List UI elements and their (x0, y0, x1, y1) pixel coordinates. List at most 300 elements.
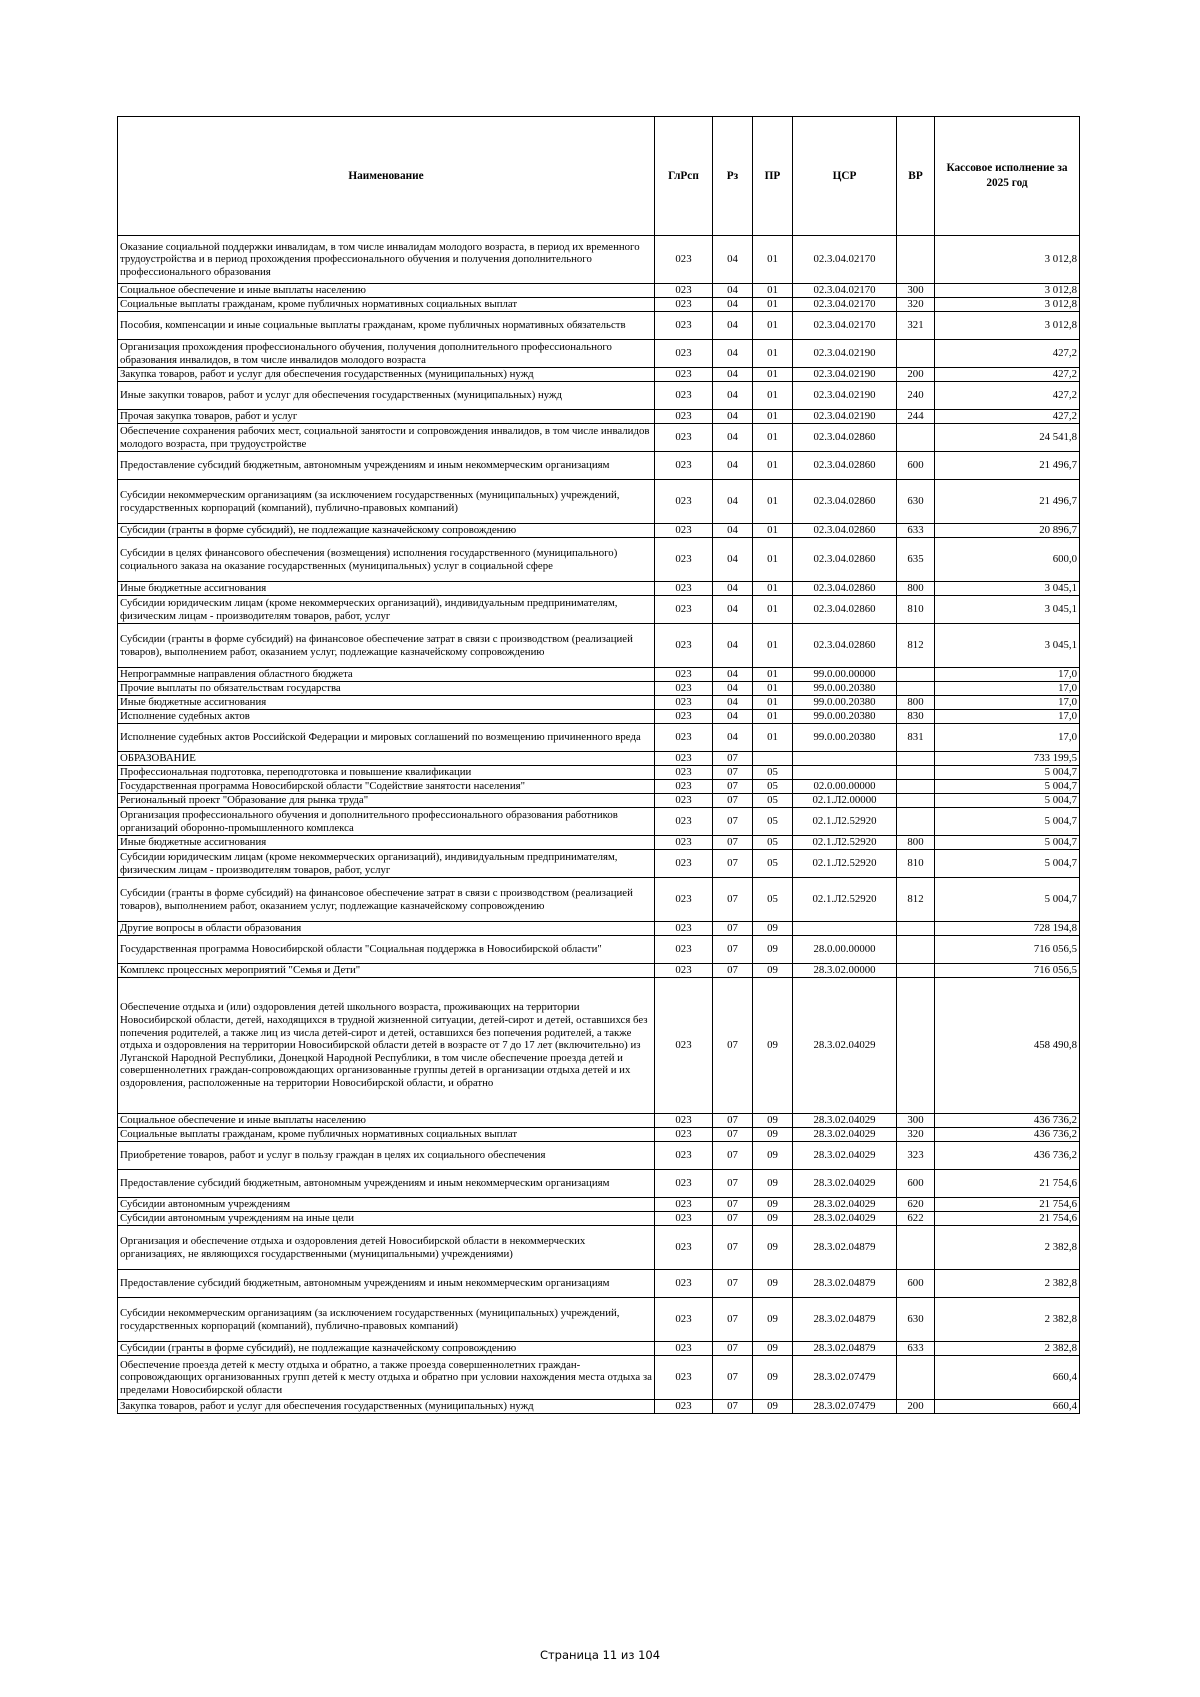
row-amount: 24 541,8 (935, 424, 1080, 452)
row-glrsp: 023 (655, 752, 713, 766)
row-rz: 04 (713, 596, 753, 624)
row-pr: 01 (753, 452, 793, 480)
row-name: Комплекс процессных мероприятий "Семья и Дети" (118, 964, 655, 978)
row-amount: 3 012,8 (935, 312, 1080, 340)
row-pr: 01 (753, 480, 793, 524)
row-vr (897, 682, 935, 696)
row-name: Субсидии автономным учреждениям на иные цели (118, 1212, 655, 1226)
table-row (118, 236, 1080, 284)
row-vr: 240 (897, 382, 935, 410)
row-rz: 04 (713, 668, 753, 682)
row-glrsp: 023 (655, 1170, 713, 1198)
table-row (118, 624, 1080, 668)
row-name: Субсидии (гранты в форме субсидий) на финансовое обеспечение затрат в связи с производством (реализацией товаров), выполнением работ, оказанием услуг, подлежащие казначейскому сопровождению (118, 878, 655, 922)
table-row (118, 1342, 1080, 1356)
row-vr (897, 236, 935, 284)
row-pr: 01 (753, 596, 793, 624)
row-name: Организация и обеспечение отдыха и оздоровления детей Новосибирской области в некоммерческих организациях, не являющихся государственными (муниципальными) учреждениями) (118, 1226, 655, 1270)
row-glrsp: 023 (655, 340, 713, 368)
table-row (118, 340, 1080, 368)
row-glrsp: 023 (655, 978, 713, 1114)
row-glrsp: 023 (655, 794, 713, 808)
table-row (118, 1400, 1080, 1414)
row-csr: 28.3.02.07479 (793, 1356, 897, 1400)
row-pr: 09 (753, 1226, 793, 1270)
row-vr: 633 (897, 524, 935, 538)
table-row (118, 1198, 1080, 1212)
row-pr: 09 (753, 964, 793, 978)
row-rz: 07 (713, 752, 753, 766)
row-amount: 427,2 (935, 382, 1080, 410)
row-rz: 04 (713, 284, 753, 298)
table-row (118, 936, 1080, 964)
row-vr: 320 (897, 1128, 935, 1142)
row-csr: 28.3.02.00000 (793, 964, 897, 978)
row-name: Прочая закупка товаров, работ и услуг (118, 410, 655, 424)
row-rz: 04 (713, 710, 753, 724)
header-rz: Рз (713, 117, 753, 236)
row-glrsp: 023 (655, 368, 713, 382)
row-pr: 09 (753, 1142, 793, 1170)
row-name: Субсидии некоммерческим организациям (за исключением государственных (муниципальных) учреждений, государственных корпораций (компаний), публично-правовых компаний) (118, 1298, 655, 1342)
row-pr: 01 (753, 368, 793, 382)
row-vr (897, 668, 935, 682)
row-glrsp: 023 (655, 1356, 713, 1400)
row-name: Социальное обеспечение и иные выплаты населению (118, 284, 655, 298)
row-amount: 733 199,5 (935, 752, 1080, 766)
row-amount: 21 754,6 (935, 1212, 1080, 1226)
row-rz: 07 (713, 1270, 753, 1298)
row-csr (793, 766, 897, 780)
row-amount: 3 045,1 (935, 582, 1080, 596)
row-name: Профессиональная подготовка, переподготовка и повышение квалификации (118, 766, 655, 780)
row-vr: 600 (897, 1270, 935, 1298)
table-row (118, 836, 1080, 850)
row-rz: 04 (713, 480, 753, 524)
row-glrsp: 023 (655, 1212, 713, 1226)
row-csr: 02.3.04.02860 (793, 538, 897, 582)
row-glrsp: 023 (655, 480, 713, 524)
row-pr: 05 (753, 878, 793, 922)
row-csr: 02.3.04.02860 (793, 452, 897, 480)
row-glrsp: 023 (655, 298, 713, 312)
row-pr: 09 (753, 1212, 793, 1226)
row-amount: 5 004,7 (935, 850, 1080, 878)
row-vr: 622 (897, 1212, 935, 1226)
row-csr: 28.3.02.04879 (793, 1226, 897, 1270)
row-glrsp: 023 (655, 284, 713, 298)
row-amount: 21 496,7 (935, 480, 1080, 524)
row-rz: 04 (713, 682, 753, 696)
row-pr: 01 (753, 298, 793, 312)
row-rz: 04 (713, 298, 753, 312)
table-row (118, 1356, 1080, 1400)
row-glrsp: 023 (655, 382, 713, 410)
row-csr: 02.1.Л2.00000 (793, 794, 897, 808)
row-glrsp: 023 (655, 1270, 713, 1298)
row-vr (897, 340, 935, 368)
row-csr: 02.1.Л2.52920 (793, 850, 897, 878)
row-rz: 07 (713, 1212, 753, 1226)
row-rz: 07 (713, 964, 753, 978)
row-glrsp: 023 (655, 878, 713, 922)
table-row (118, 538, 1080, 582)
table-row (118, 878, 1080, 922)
table-row (118, 978, 1080, 1114)
row-rz: 04 (713, 340, 753, 368)
row-glrsp: 023 (655, 836, 713, 850)
row-amount: 3 012,8 (935, 284, 1080, 298)
row-csr: 02.3.04.02860 (793, 596, 897, 624)
table-row (118, 596, 1080, 624)
row-rz: 07 (713, 922, 753, 936)
row-rz: 07 (713, 978, 753, 1114)
row-name: Исполнение судебных актов (118, 710, 655, 724)
row-csr: 02.3.04.02170 (793, 298, 897, 312)
row-name: Государственная программа Новосибирской области "Социальная поддержка в Новосибирской области" (118, 936, 655, 964)
table-row (118, 1114, 1080, 1128)
row-glrsp: 023 (655, 1198, 713, 1212)
row-vr: 320 (897, 298, 935, 312)
row-vr: 630 (897, 1298, 935, 1342)
row-rz: 07 (713, 780, 753, 794)
row-pr: 01 (753, 236, 793, 284)
row-glrsp: 023 (655, 236, 713, 284)
row-csr: 02.3.04.02860 (793, 582, 897, 596)
row-vr: 321 (897, 312, 935, 340)
row-name: Субсидии (гранты в форме субсидий), не подлежащие казначейскому сопровождению (118, 524, 655, 538)
row-glrsp: 023 (655, 312, 713, 340)
table-row (118, 424, 1080, 452)
row-csr: 02.3.04.02860 (793, 524, 897, 538)
row-vr (897, 780, 935, 794)
row-csr: 02.3.04.02860 (793, 624, 897, 668)
row-csr (793, 922, 897, 936)
row-pr: 05 (753, 808, 793, 836)
row-name: ОБРАЗОВАНИЕ (118, 752, 655, 766)
row-amount: 5 004,7 (935, 794, 1080, 808)
row-vr: 800 (897, 836, 935, 850)
row-vr: 600 (897, 1170, 935, 1198)
row-name: Социальные выплаты гражданам, кроме публичных нормативных социальных выплат (118, 1128, 655, 1142)
row-rz: 07 (713, 878, 753, 922)
row-rz: 04 (713, 724, 753, 752)
row-csr: 28.3.02.04879 (793, 1270, 897, 1298)
row-vr: 300 (897, 1114, 935, 1128)
row-glrsp: 023 (655, 922, 713, 936)
row-pr (753, 752, 793, 766)
row-rz: 04 (713, 624, 753, 668)
row-amount: 2 382,8 (935, 1270, 1080, 1298)
row-vr (897, 1356, 935, 1400)
row-pr: 01 (753, 682, 793, 696)
row-glrsp: 023 (655, 452, 713, 480)
row-rz: 07 (713, 1170, 753, 1198)
row-name: Субсидии юридическим лицам (кроме некоммерческих организаций), индивидуальным предпринимателям, физическим лицам - производителям товаров, работ, услуг (118, 596, 655, 624)
row-csr: 02.3.04.02860 (793, 424, 897, 452)
table-row (118, 1128, 1080, 1142)
row-rz: 07 (713, 766, 753, 780)
row-pr: 01 (753, 382, 793, 410)
row-glrsp: 023 (655, 538, 713, 582)
row-csr: 99.0.00.20380 (793, 710, 897, 724)
row-vr (897, 1226, 935, 1270)
row-amount: 17,0 (935, 682, 1080, 696)
row-name: Предоставление субсидий бюджетным, автономным учреждениям и иным некоммерческим организациям (118, 1170, 655, 1198)
row-pr: 05 (753, 794, 793, 808)
row-csr: 28.3.02.04029 (793, 1212, 897, 1226)
row-name: Субсидии юридическим лицам (кроме некоммерческих организаций), индивидуальным предпринимателям, физическим лицам - производителям товаров, работ, услуг (118, 850, 655, 878)
row-amount: 3 012,8 (935, 298, 1080, 312)
row-rz: 07 (713, 1400, 753, 1414)
row-amount: 5 004,7 (935, 836, 1080, 850)
row-amount: 21 754,6 (935, 1170, 1080, 1198)
row-rz: 07 (713, 794, 753, 808)
row-amount: 21 496,7 (935, 452, 1080, 480)
row-amount: 600,0 (935, 538, 1080, 582)
table-row (118, 1212, 1080, 1226)
row-amount: 3 012,8 (935, 236, 1080, 284)
row-rz: 04 (713, 312, 753, 340)
row-amount: 458 490,8 (935, 978, 1080, 1114)
row-amount: 436 736,2 (935, 1142, 1080, 1170)
row-name: Обеспечение сохранения рабочих мест, социальной занятости и сопровождения инвалидов, в том числе инвалидов молодого возраста, при трудоустройстве (118, 424, 655, 452)
row-csr: 28.3.02.04879 (793, 1298, 897, 1342)
row-pr: 09 (753, 1128, 793, 1142)
row-pr: 01 (753, 312, 793, 340)
row-name: Региональный проект "Образование для рынка труда" (118, 794, 655, 808)
row-csr: 99.0.00.20380 (793, 696, 897, 710)
row-amount: 17,0 (935, 724, 1080, 752)
row-csr: 02.3.04.02190 (793, 340, 897, 368)
row-vr: 323 (897, 1142, 935, 1170)
row-vr: 300 (897, 284, 935, 298)
row-csr: 28.3.02.04029 (793, 1128, 897, 1142)
row-rz: 07 (713, 1342, 753, 1356)
row-pr: 05 (753, 780, 793, 794)
row-rz: 07 (713, 1128, 753, 1142)
row-vr: 831 (897, 724, 935, 752)
row-pr: 05 (753, 850, 793, 878)
row-rz: 04 (713, 452, 753, 480)
row-rz: 04 (713, 424, 753, 452)
table-row (118, 452, 1080, 480)
table-row (118, 724, 1080, 752)
row-csr: 02.3.04.02190 (793, 382, 897, 410)
row-name: Субсидии некоммерческим организациям (за исключением государственных (муниципальных) учреждений, государственных корпораций (компаний), публично-правовых компаний) (118, 480, 655, 524)
row-csr: 02.3.04.02190 (793, 410, 897, 424)
table-row (118, 368, 1080, 382)
row-pr: 01 (753, 582, 793, 596)
row-vr: 630 (897, 480, 935, 524)
row-vr: 812 (897, 878, 935, 922)
header-vr: ВР (897, 117, 935, 236)
row-amount: 660,4 (935, 1356, 1080, 1400)
row-csr: 28.3.02.04029 (793, 978, 897, 1114)
row-amount: 716 056,5 (935, 936, 1080, 964)
row-amount: 427,2 (935, 410, 1080, 424)
row-name: Предоставление субсидий бюджетным, автономным учреждениям и иным некоммерческим организациям (118, 1270, 655, 1298)
row-glrsp: 023 (655, 1298, 713, 1342)
row-rz: 07 (713, 936, 753, 964)
row-glrsp: 023 (655, 780, 713, 794)
table-row (118, 682, 1080, 696)
row-pr: 09 (753, 1400, 793, 1414)
row-vr: 600 (897, 452, 935, 480)
row-rz: 07 (713, 808, 753, 836)
row-glrsp: 023 (655, 1128, 713, 1142)
row-pr: 01 (753, 710, 793, 724)
row-name: Оказание социальной поддержки инвалидам, в том числе инвалидам молодого возраста, в период их временного трудоустройства и в период прохождения профессионального обучения и получения дополнительного профессионального образования (118, 236, 655, 284)
row-csr: 28.3.02.07479 (793, 1400, 897, 1414)
row-name: Субсидии (гранты в форме субсидий) на финансовое обеспечение затрат в связи с производством (реализацией товаров), выполнением работ, оказанием услуг, подлежащие казначейскому сопровождению (118, 624, 655, 668)
row-glrsp: 023 (655, 766, 713, 780)
row-csr: 28.3.02.04029 (793, 1142, 897, 1170)
row-amount: 2 382,8 (935, 1226, 1080, 1270)
table-row (118, 964, 1080, 978)
header-cash-execution: Кассовое исполнение за 2025 год (935, 117, 1080, 236)
table-row (118, 410, 1080, 424)
row-amount: 20 896,7 (935, 524, 1080, 538)
row-vr: 830 (897, 710, 935, 724)
row-csr: 28.3.02.04029 (793, 1198, 897, 1212)
table-header-row (118, 117, 1080, 236)
row-amount: 17,0 (935, 668, 1080, 682)
row-csr: 28.3.02.04029 (793, 1114, 897, 1128)
row-vr: 633 (897, 1342, 935, 1356)
row-glrsp: 023 (655, 724, 713, 752)
row-vr: 812 (897, 624, 935, 668)
row-rz: 04 (713, 696, 753, 710)
table-row (118, 1142, 1080, 1170)
row-amount: 716 056,5 (935, 964, 1080, 978)
row-vr: 200 (897, 1400, 935, 1414)
table-row (118, 480, 1080, 524)
table-row (118, 298, 1080, 312)
table-row (118, 382, 1080, 410)
row-pr: 01 (753, 340, 793, 368)
table-row (118, 780, 1080, 794)
row-glrsp: 023 (655, 624, 713, 668)
row-name: Закупка товаров, работ и услуг для обеспечения государственных (муниципальных) нужд (118, 1400, 655, 1414)
row-amount: 17,0 (935, 696, 1080, 710)
row-glrsp: 023 (655, 1400, 713, 1414)
row-name: Закупка товаров, работ и услуг для обеспечения государственных (муниципальных) нужд (118, 368, 655, 382)
row-name: Организация прохождения профессионального обучения, получения дополнительного профессионального образования инвалидов, в том числе инвалидов молодого возраста (118, 340, 655, 368)
row-glrsp: 023 (655, 668, 713, 682)
row-pr: 09 (753, 1114, 793, 1128)
row-amount: 5 004,7 (935, 766, 1080, 780)
table-body (118, 236, 1080, 1414)
row-name: Субсидии (гранты в форме субсидий), не подлежащие казначейскому сопровождению (118, 1342, 655, 1356)
header-csr: ЦСР (793, 117, 897, 236)
row-rz: 07 (713, 850, 753, 878)
table-row (118, 668, 1080, 682)
row-amount: 5 004,7 (935, 808, 1080, 836)
row-csr: 02.3.04.02170 (793, 284, 897, 298)
row-amount: 17,0 (935, 710, 1080, 724)
row-glrsp: 023 (655, 682, 713, 696)
table-row (118, 312, 1080, 340)
row-glrsp: 023 (655, 696, 713, 710)
row-vr: 200 (897, 368, 935, 382)
row-pr: 01 (753, 668, 793, 682)
row-glrsp: 023 (655, 1226, 713, 1270)
row-vr: 800 (897, 582, 935, 596)
row-vr (897, 922, 935, 936)
row-glrsp: 023 (655, 1114, 713, 1128)
row-name: Социальное обеспечение и иные выплаты населению (118, 1114, 655, 1128)
row-name: Обеспечение проезда детей к месту отдыха и обратно, а также проезда совершеннолетних граждан-сопровождающих организованных групп детей к месту отдыха и обратно при условии нахождения места отдыха за пределами Новосибирской области (118, 1356, 655, 1400)
row-glrsp: 023 (655, 936, 713, 964)
row-pr: 05 (753, 766, 793, 780)
budget-execution-table (117, 116, 1080, 1414)
table-row (118, 1170, 1080, 1198)
row-rz: 07 (713, 1114, 753, 1128)
table-row (118, 922, 1080, 936)
row-glrsp: 023 (655, 424, 713, 452)
row-name: Приобретение товаров, работ и услуг в пользу граждан в целях их социального обеспечения (118, 1142, 655, 1170)
row-amount: 3 045,1 (935, 596, 1080, 624)
row-name: Исполнение судебных актов Российской Федерации и мировых соглашений по возмещению причиненного вреда (118, 724, 655, 752)
table-row (118, 524, 1080, 538)
row-amount: 3 045,1 (935, 624, 1080, 668)
row-amount: 427,2 (935, 340, 1080, 368)
row-glrsp: 023 (655, 596, 713, 624)
row-pr: 09 (753, 1298, 793, 1342)
row-csr: 02.0.00.00000 (793, 780, 897, 794)
row-rz: 04 (713, 524, 753, 538)
row-name: Прочие выплаты по обязательствам государства (118, 682, 655, 696)
row-vr: 810 (897, 596, 935, 624)
row-rz: 07 (713, 1298, 753, 1342)
row-csr: 99.0.00.00000 (793, 668, 897, 682)
table-row (118, 284, 1080, 298)
row-pr: 01 (753, 724, 793, 752)
row-vr: 810 (897, 850, 935, 878)
row-amount: 5 004,7 (935, 780, 1080, 794)
row-vr (897, 794, 935, 808)
row-glrsp: 023 (655, 582, 713, 596)
row-amount: 728 194,8 (935, 922, 1080, 936)
row-name: Обеспечение отдыха и (или) оздоровления детей школьного возраста, проживающих на территории Новосибирской области, детей, находящихся в трудной жизненной ситуации, детей-сирот и детей, оставшихся без попечения родителей, а также лиц из числа детей-сирот и детей, оставшихся без попечения родителей, а также отдыха и оздоровления на территории Новосибирской области детей в возрасте от 7 до 17 лет (включительно) из Луганской Народной Республики, Донецкой Народной Республики, в том числе обеспечение проезда детей и совершеннолетних граждан-сопровождающих организованные группы детей в организации отдыха детей и их оздоровления, расположенные на территории Новосибирской области, и обратно (118, 978, 655, 1114)
row-rz: 07 (713, 1142, 753, 1170)
row-rz: 04 (713, 410, 753, 424)
row-csr: 28.3.02.04879 (793, 1342, 897, 1356)
row-glrsp: 023 (655, 1142, 713, 1170)
row-vr (897, 808, 935, 836)
header-glrsp: ГлРсп (655, 117, 713, 236)
row-pr: 01 (753, 696, 793, 710)
row-vr (897, 978, 935, 1114)
row-pr: 01 (753, 410, 793, 424)
row-glrsp: 023 (655, 1342, 713, 1356)
row-name: Социальные выплаты гражданам, кроме публичных нормативных социальных выплат (118, 298, 655, 312)
row-amount: 21 754,6 (935, 1198, 1080, 1212)
row-glrsp: 023 (655, 808, 713, 836)
row-pr: 09 (753, 1342, 793, 1356)
page-number: Страница 11 из 104 (539, 1648, 661, 1662)
row-pr: 05 (753, 836, 793, 850)
row-rz: 04 (713, 582, 753, 596)
row-rz: 07 (713, 1356, 753, 1400)
table-row (118, 808, 1080, 836)
row-vr: 800 (897, 696, 935, 710)
row-pr: 01 (753, 424, 793, 452)
row-name: Иные бюджетные ассигнования (118, 696, 655, 710)
row-name: Непрограммные направления областного бюджета (118, 668, 655, 682)
row-pr: 09 (753, 978, 793, 1114)
